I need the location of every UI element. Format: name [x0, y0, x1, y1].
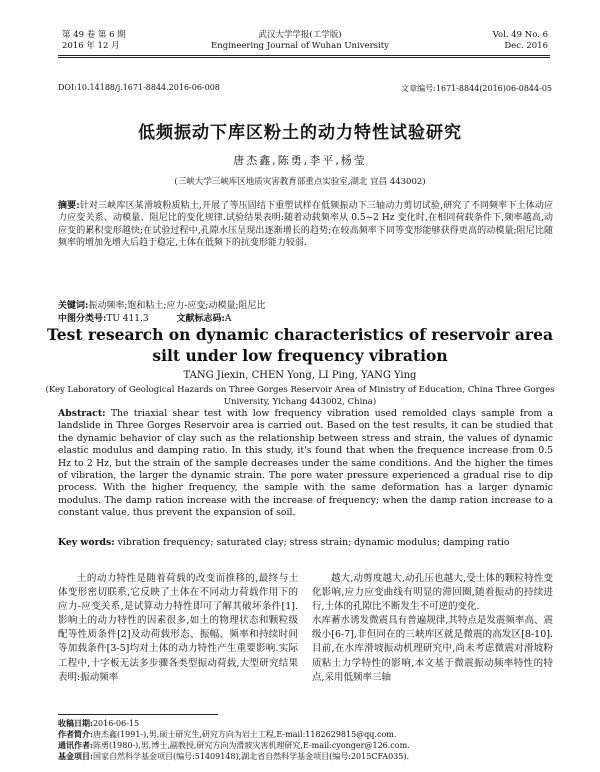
class-value: TU 411.3 — [106, 314, 149, 324]
classification-line — [58, 311, 553, 324]
keywords-en — [58, 537, 553, 548]
keywords-text-cn: 振动频率;饱和粘土;应力-应变;动模量;阻尼比 — [88, 301, 266, 311]
abstract-label-cn: 摘要: — [58, 201, 80, 211]
author-label: 作者简介: — [58, 729, 93, 739]
abstract-text-en: The triaxial shear test with low frequency vibration used remolded clays sample from a landslide in Three Gorges Reservoir area is carried out. Based on the test results, it can be studied that the dynamic behavior of clay such as the relationship between stress and strain, the values of dynamic elastic modulus and damping ratio. In this study, it's found that when the frequence increase from 0.5 Hz to 2 Hz, but the strain of the sample decreases under the same conditions. And the higher the times of vibration, the larger the dynamic strain. The pore water pressure experienced a gradual rise to dip process. With the higher frequency, the sample with the same deformation has a larger dynamic modulus. The damp ration increase with the increase of frequency; when the damp ration increase to a constant value, thus prevent the expansion of soil. — [58, 408, 553, 519]
corresponding-bio: 陈勇(1980-),男,博士,副教授,研究方向为滑坡灾害机理研究,E-mail:cyonger@126.com. — [92, 741, 410, 750]
keywords-label-en: Key words: — [58, 537, 115, 548]
header-rule-2 — [58, 57, 550, 58]
doc-code-value: A — [224, 314, 232, 324]
paper-title-cn: 低频振动下库区粉土的动力特性试验研究 — [138, 123, 462, 143]
received-date: 2016-06-15 — [92, 719, 140, 728]
paper-title-en: Test research on dynamic characteristics of reservoir area silt under low frequency vibration — [46, 325, 553, 365]
header-rule — [58, 55, 550, 56]
article-number: 文章编号:1671-8844(2016)06-0844-05 — [401, 84, 552, 93]
abstract-label-en: Abstract: — [58, 408, 106, 419]
doi: DOI:10.14188/j.1671-8844.2016-06-008 — [58, 83, 220, 92]
authors-en: TANG Jiexin, CHEN Yong, LI Ping, YANG Ying — [183, 370, 417, 381]
author-bio: 唐杰鑫(1991-),男,硕士研究生,研究方向为岩土工程,E-mail:1182629815@qq.com. — [92, 730, 397, 739]
body-column-right: 越大,动剪度越大,动孔压也越大,受土体的颗粒特性变化影响,应力应变曲线有明显的滞回圈,随着振动的持续进行,土体的孔隙比不断发生不可逆的变化. 水库蓄水诱发微震具有普遍规律,其特点是发震频率高、震级小[6-7],非但同在的三峡库区就是微震的高发区[8-10].目前,在水库滑坡振动机理研究中,尚未考虑微震对滑坡粉质粘土力学特性的影响,本文基于微震振动频率特性的特点,采用低频率三轴 — [312, 573, 553, 683]
fund-label: 基金项目: — [58, 751, 93, 761]
fund-text: 国家自然科学基金项目(编号:51409148),湖北省自然科学基金项目(编号:2015CFA035). — [92, 752, 410, 761]
corresponding-label: 通讯作者: — [58, 740, 93, 750]
affiliation-en: (Key Laboratory of Geological Hazards on Three Gorges Reservoir Area of Ministry of Education, China Three Gorges University, Yichang 443002, China) — [45, 385, 555, 407]
abstract-en — [58, 408, 553, 520]
keywords-label-cn: 关键词: — [58, 301, 89, 311]
authors-cn: 唐杰鑫,陈勇,李平,杨莹 — [233, 154, 367, 167]
publication-date-en: Dec. 2016 — [504, 41, 548, 51]
abstract-cn — [58, 200, 553, 249]
class-label: 中图分类号: — [58, 314, 107, 324]
received-label: 收稿日期: — [58, 718, 93, 728]
doc-code-label: 文献标志码: — [176, 314, 225, 324]
keywords-text-en: vibration frequency; saturated clay; stress strain; dynamic modulus; damping ratio — [117, 537, 510, 548]
abstract-text-cn: 针对三峡库区某滑坡粉质粘土,开展了等压固结下重塑试样在低频振动下三轴动力剪切试验,研究了不同频率下土体动应力应变关系、动模量、阻尼比的变化规律.试验结果表明:随着动载频率从 0.5~2 Hz 变化时,在相同荷载条件下,频率越高,动应变的累积变形越快;在试验过程中,孔隙水压呈现出逐渐增长的趋势;在较高频率下同等变形能够获得更高的动模量;阻尼比随频率的增加先增大后趋于稳定,土体在低频下的抗变形能力较弱. — [58, 201, 553, 248]
publication-date: 2016 年 12 月 — [62, 41, 120, 51]
journal-name-en: Engineering Journal of Wuhan University — [211, 41, 389, 51]
volume-issue-en: Vol. 49 No. 6 — [492, 30, 548, 40]
keywords-cn — [58, 298, 553, 311]
affiliation-cn: (三峡大学三峡库区地质灾害教育部重点实验室,湖北 宜昌 443002) — [174, 177, 426, 187]
volume-issue: 第 49 卷 第 6 期 — [62, 30, 126, 40]
journal-name-cn: 武汉大学学报(工学版) — [258, 30, 342, 40]
footnote-fund — [58, 751, 553, 763]
body-column-left: 土的动力特性是随着荷载的改变而推移的,最终与土体变形密切联系,它反映了土体在不同动力荷载作用下的应力-应变关系,是试算动力特性即可了解其破坏条件[1].影响土的动力特性的因素很多,如土的物理状态和颗粒级配等性质条件[2]及动荷载形态、振幅、频率和持续时间等加载条件[3-5]均对土体的动力特性产生重要影响.实际工程中,十字板无法多步骤各类型振动荷载,大型研究结果表明:振动频率 — [58, 573, 298, 683]
footnote-rule — [58, 714, 218, 715]
